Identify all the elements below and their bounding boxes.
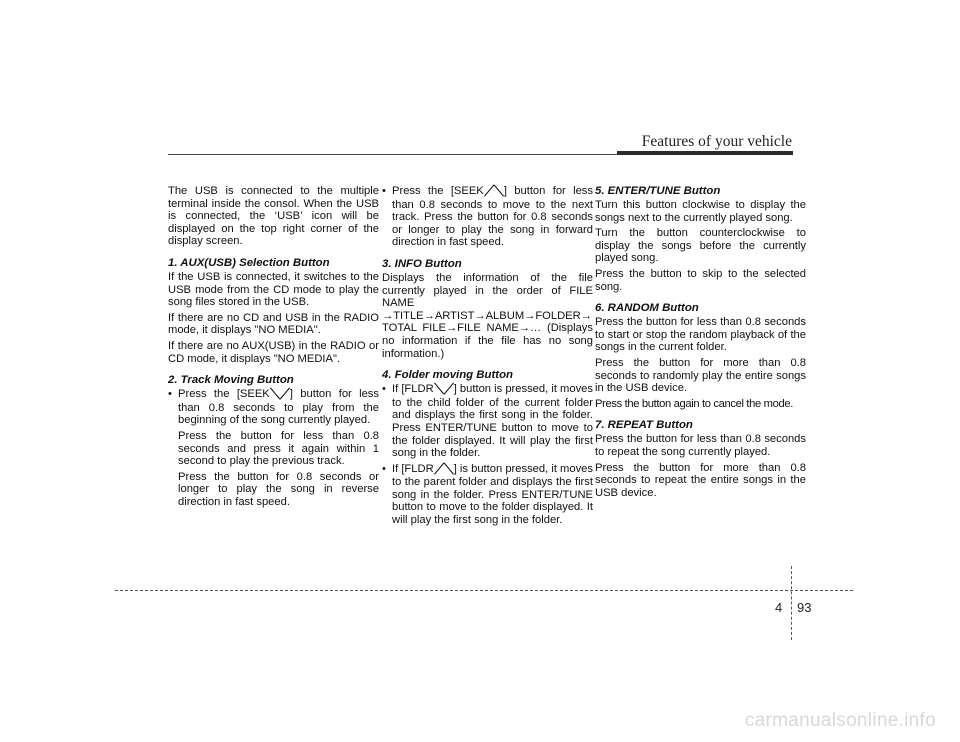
enter-tune-text-1: Turn this button clockwise to display the songs next to the currently played song.	[595, 199, 806, 224]
aux-usb-text-2: If there are no CD and USB in the RADIO mode, it displays "NO MEDIA".	[168, 311, 379, 337]
page-number: 93	[797, 600, 812, 615]
bullet-icon: •	[382, 185, 386, 197]
fldr-up-text-post: ] is button pressed, it moves to the parent folder and displays the first song in the folder. Press ENTER/TUNE button to move to the folder displayed. It will play the first song in the folder.	[392, 462, 593, 527]
seek-down-text-3: Press the button for 0.8 seconds or longer to play the song in reverse direction in fast speed.	[178, 470, 379, 508]
repeat-text-1: Press the button for less than 0.8 seconds to repeat the song currently played.	[595, 433, 806, 458]
fldr-up-arrow-icon: ╱╲	[434, 463, 454, 475]
intro-paragraph: The USB is connected to the multiple terminal inside the consol. When the USB is connected, the ‘USB’ icon will be displayed on the top right corner of the display screen.	[168, 185, 379, 248]
enter-tune-text-3: Press the button to skip to the selected song.	[595, 267, 806, 293]
fldr-down-arrow-icon: ╲╱	[434, 384, 454, 396]
watermark: carmanualsonline.info	[744, 710, 936, 731]
random-text-2: Press the button for more than 0.8 seconds to randomly play the entire songs in the USB device.	[595, 356, 806, 395]
bullet-icon: •	[168, 388, 172, 401]
seek-down-text-2: Press the button for less than 0.8 seconds and press it again within 1 second to play the previous track.	[178, 429, 379, 468]
bullet-icon: •	[382, 462, 386, 475]
list-item	[382, 383, 593, 460]
bullet-icon: •	[382, 383, 386, 396]
section-title: Features of your vehicle	[641, 133, 792, 150]
seek-up-arrow-icon: ╱╲	[484, 186, 504, 197]
aux-usb-text-3: If there are no AUX(USB) in the RADIO or CD mode, it displays "NO MEDIA".	[168, 339, 379, 365]
track-moving-heading: 2. Track Moving Button	[168, 374, 294, 387]
aux-usb-text-1: If the USB is connected, it switches to the USB mode from the CD mode to play the song files stored in the USB.	[168, 270, 379, 309]
fldr-down-text-post: ] button is pressed, it moves to the child folder of the current folder and displays the first song in the folder. Press ENTER/TUNE button to move to the folder displayed. It will play the first song in the folder.	[392, 383, 593, 460]
repeat-text-2: Press the button for more than 0.8 seconds to repeat the entire songs in the USB device.	[595, 461, 806, 499]
random-text-1: Press the button for less than 0.8 seconds to start or stop the random playback of the songs in the current folder.	[595, 316, 806, 354]
seek-down-arrow-icon: ╲╱	[270, 389, 290, 401]
seek-down-text-post: ] button for less than 0.8 seconds to play from the beginning of the song currently played.	[178, 388, 379, 427]
list-item	[168, 388, 379, 427]
repeat-heading: 7. REPEAT Button	[595, 419, 693, 432]
random-heading: 6. RANDOM Button	[595, 302, 699, 315]
column-3	[595, 185, 806, 502]
chapter-number: 4	[775, 600, 783, 615]
enter-tune-text-2: Turn the button counterclockwise to display the songs before the currently played song.	[595, 227, 806, 265]
list-item	[382, 185, 593, 249]
info-text: Displays the information of the file currently played in the order of FILE NAME →TITLE→ARTIST→ALBUM→FOLDER→ TOTAL FILE→FILE NAME→… (Displays no information if the file has no song information.)	[382, 271, 593, 360]
seek-up-text-pre: Press the [SEEK	[392, 185, 484, 197]
enter-tune-heading: 5. ENTER/TUNE Button	[595, 185, 721, 197]
fldr-up-text-pre: If [FLDR	[392, 462, 434, 475]
aux-usb-heading: 1. AUX(USB) Selection Button	[168, 256, 330, 269]
footer-divider	[115, 590, 853, 591]
footer-vertical-divider	[791, 566, 792, 640]
folder-moving-heading: 4. Folder moving Button	[382, 369, 513, 382]
column-1	[168, 185, 379, 511]
seek-up-text-post: ] button for less than 0.8 seconds to move to the next track. Press the button for 0.8 seconds or longer to play the song in forward direction in fast speed.	[392, 185, 593, 249]
header-accent-bar	[617, 151, 793, 155]
seek-down-text-pre: Press the [SEEK	[178, 388, 270, 401]
column-2	[382, 185, 593, 530]
fldr-down-text-pre: If [FLDR	[392, 383, 434, 396]
info-heading: 3. INFO Button	[382, 257, 462, 270]
random-text-3: Press the button again to cancel the mode.	[595, 397, 793, 410]
list-item	[382, 463, 593, 527]
